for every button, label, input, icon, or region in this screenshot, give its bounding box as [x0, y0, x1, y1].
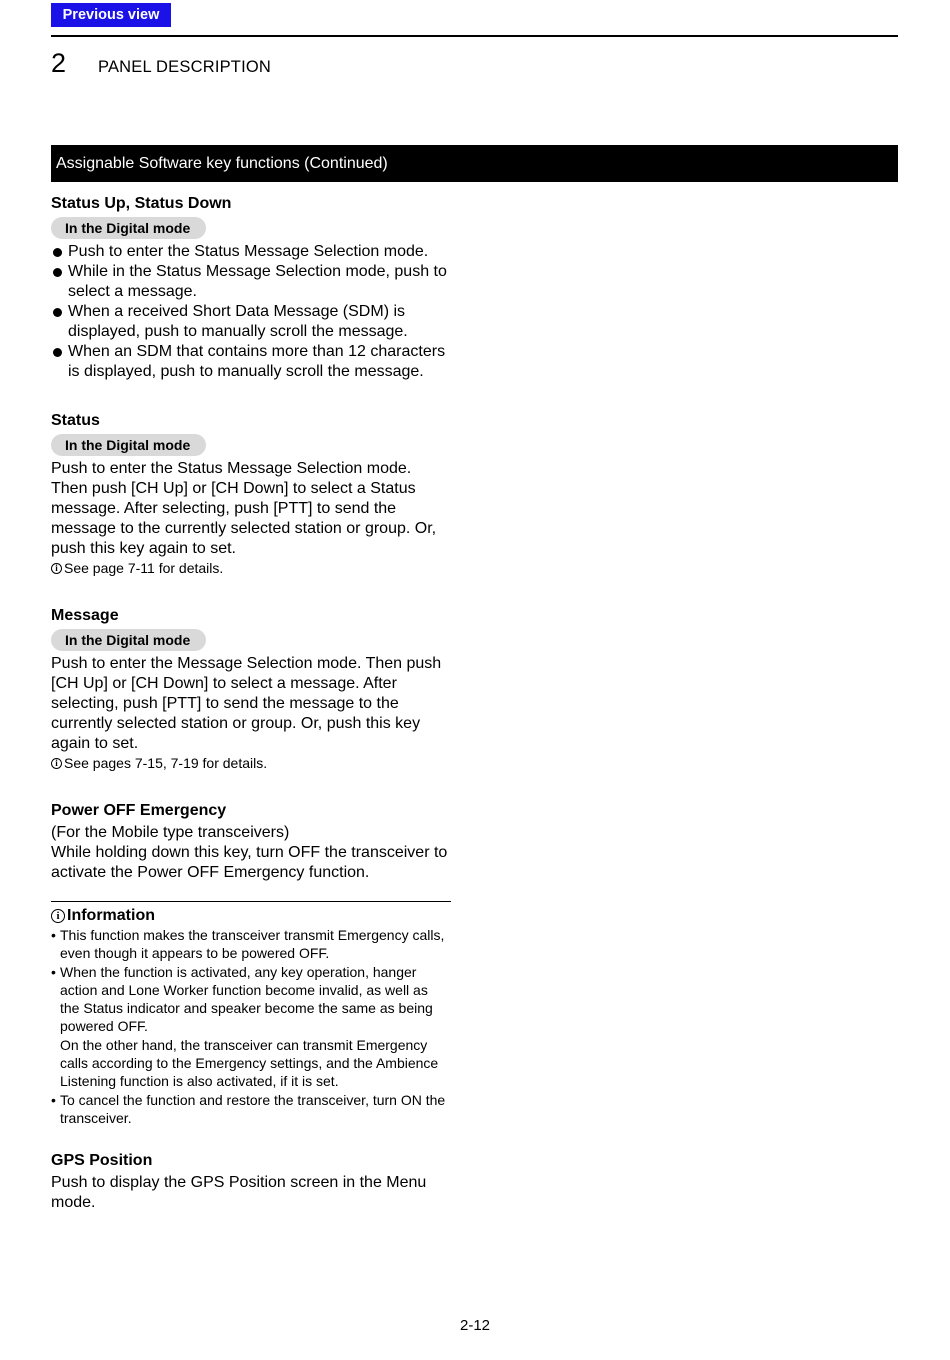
information-box	[51, 906, 451, 1127]
list-item: • To cancel the function and restore the transceiver, turn ON the transceiver.	[51, 1091, 451, 1128]
list-item: When an SDM that contains more than 12 characters is displayed, push to manually scroll the message.	[51, 342, 451, 382]
chapter-title: PANEL DESCRIPTION	[98, 58, 272, 76]
section-status-up-down	[51, 192, 451, 382]
previous-view-button[interactable]: Previous view	[51, 3, 171, 27]
list-item: When a received Short Data Message (SDM) is displayed, push to manually scroll the message.	[51, 302, 451, 342]
information-item-text: When the function is activated, any key operation, hanger action and Lone Worker function become invalid, as well as the Status indicator and speaker become the same as being powered OFF.	[60, 963, 433, 1035]
section-status	[51, 409, 451, 577]
power-off-emergency-description: While holding down this key, turn OFF the transceiver to activate the Power OFF Emergency function.	[51, 844, 448, 881]
info-icon: i	[51, 563, 62, 574]
status-description: Push to enter the Status Message Selection mode. Then push [CH Up] or [CH Down] to select a Status message. After selecting, push [PTT] to send the message to the currently selected station or group. Or, push this key again to set.	[51, 460, 437, 557]
message-note-text: See pages 7-15, 7-19 for details.	[64, 755, 268, 771]
section-title: Assignable Software key functions (Continued)	[56, 154, 388, 172]
list-item: While in the Status Message Selection mode, push to select a message.	[51, 262, 451, 302]
status-heading: Status	[51, 412, 100, 429]
content-column	[51, 192, 451, 1213]
information-rule	[51, 901, 451, 902]
gps-position-description: Push to display the GPS Position screen in the Menu mode.	[51, 1174, 427, 1212]
information-heading	[51, 906, 451, 926]
power-off-emergency-heading: Power OFF Emergency	[51, 802, 227, 819]
chapter-number: 2	[51, 48, 67, 78]
page-number: 2-12	[459, 1317, 491, 1334]
list-item: Push to enter the Status Message Selection mode.	[51, 242, 451, 262]
gps-position-heading: GPS Position	[51, 1152, 153, 1170]
information-item-extra: On the other hand, the transceiver can transmit Emergency calls according to the Emergency settings, and the Ambience Listening function is also activated, if it is set.	[60, 1036, 439, 1090]
message-note	[51, 754, 451, 772]
info-icon: i	[51, 909, 65, 923]
status-up-down-heading: Status Up, Status Down	[51, 195, 232, 212]
info-icon: i	[51, 758, 62, 769]
information-heading-text: Information	[67, 907, 155, 924]
power-off-emergency-subtitle: (For the Mobile type transceivers)	[51, 824, 290, 841]
section-message	[51, 604, 451, 772]
status-note-text: See page 7-11 for details.	[64, 560, 224, 576]
information-list	[51, 926, 451, 1127]
section-power-off-emergency	[51, 799, 451, 883]
section-title-bar	[51, 145, 898, 182]
message-heading: Message	[51, 607, 119, 624]
status-note	[51, 559, 451, 577]
header-rule	[51, 35, 898, 37]
list-item	[51, 963, 451, 1091]
status-up-down-list	[51, 242, 451, 382]
digital-mode-badge: In the Digital mode	[51, 217, 206, 239]
digital-mode-badge: In the Digital mode	[51, 434, 206, 456]
list-item: • This function makes the transceiver transmit Emergency calls, even though it appears to be powered OFF.	[51, 926, 451, 963]
digital-mode-badge: In the Digital mode	[51, 629, 206, 651]
message-description: Push to enter the Message Selection mode. Then push [CH Up] or [CH Down] to select a message. After selecting, push [PTT] to send the message to the currently selected station or group. Or, push this key again to set.	[51, 655, 442, 752]
section-gps-position	[51, 1149, 451, 1213]
